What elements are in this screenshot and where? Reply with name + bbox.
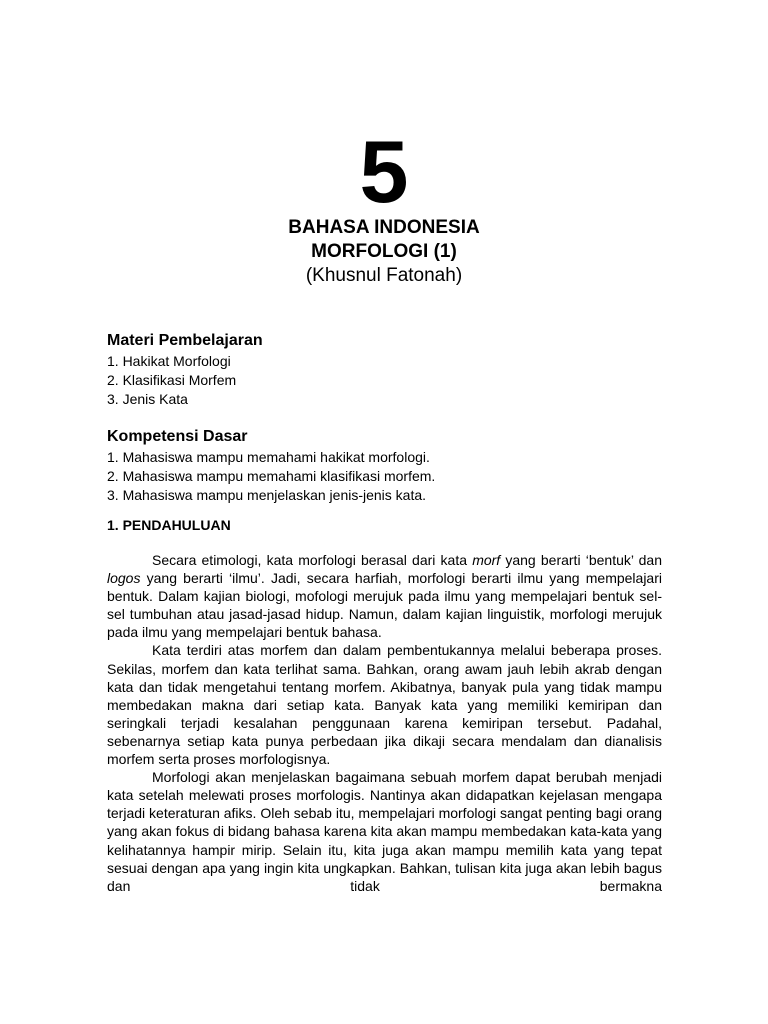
- materi-item: 3. Jenis Kata: [107, 391, 188, 407]
- materi-heading: Materi Pembelajaran: [107, 332, 263, 349]
- kompetensi-item: 2. Mahasiswa mampu memahami klasifikasi morfem.: [107, 468, 436, 484]
- materi-item: 2. Klasifikasi Morfem: [107, 372, 237, 388]
- chapter-author: (Khusnul Fatonah): [305, 265, 463, 286]
- paragraph-1-part3: yang berarti ‘ilmu’. Jadi, secara harfiah, morfologi berarti ilmu yang mempelajari bentuk. Dalam kajian biologi, mofologi merujuk pada ilmu yang mempelajari bentuk sel-sel tumbuhan atau jasad-jasad hidup. Namun, dalam kajian linguistik, morfologi merujuk pada ilmu yang mempelajari bentuk bahasa.: [107, 570, 662, 641]
- kompetensi-item: 1. Mahasiswa mampu memahami hakikat morfologi.: [107, 449, 430, 465]
- materi-section: [107, 330, 667, 409]
- materi-item: 1. Hakikat Morfologi: [107, 353, 231, 369]
- kompetensi-list: [107, 448, 667, 505]
- chapter-title-line1: BAHASA INDONESIA: [288, 217, 480, 238]
- materi-list: [107, 352, 667, 409]
- kompetensi-heading: Kompetensi Dasar: [107, 428, 248, 445]
- term-morf: morf: [472, 552, 501, 568]
- kompetensi-section: [107, 426, 667, 505]
- chapter-title-line2: MORFOLOGI (1): [311, 241, 457, 262]
- paragraph-1-part2: yang berarti ‘bentuk’ dan: [500, 552, 662, 568]
- chapter-number: 5: [359, 122, 409, 221]
- paragraph-3: Morfologi akan menjelaskan bagaimana sebuah morfem dapat berubah menjadi kata setelah melewati proses morfologis. Nantinya akan didapatkan kejelasan mengapa terjadi keteraturan afiks. Oleh sebab itu, mempelajari morfologi sangat penting bagi orang yang akan fokus di bidang bahasa karena kita akan mampu membedakan kata-kata yang kelihatannya hampir mirip. Selain itu, kita juga akan mampu memilih kata yang tepat sesuai dengan apa yang ingin kita ungkapkan. Bahkan, tulisan kita juga akan lebih bagus dan tidak bermakna: [107, 769, 662, 894]
- paragraph-1-part1: Secara etimologi, kata morfologi berasal dari kata: [152, 552, 473, 568]
- paragraph-1: [107, 551, 662, 641]
- pendahuluan-heading: 1. PENDAHULUAN: [107, 517, 231, 533]
- term-logos: logos: [107, 570, 141, 587]
- pendahuluan-body: [107, 551, 662, 895]
- chapter-title-block: [0, 216, 768, 288]
- paragraph-2: Kata terdiri atas morfem dan dalam pembentukannya melalui beberapa proses. Sekilas, morfem dan kata terlihat sama. Bahkan, orang awam jauh lebih akrab dengan kata dan tidak mengetahui tentang morfem. Akibatnya, banyak pula yang tidak mampu membedakan makna dari setiap kata. Banyak kata yang memiliki kemiripan dan seringkali terjadi kesalahan penggunaan karena kemiripan tersebut. Padahal, sebenarnya setiap kata punya perbedaan jika dikaji secara mendalam dan dianalisis morfem serta proses morfologisnya.: [107, 642, 662, 768]
- kompetensi-item: 3. Mahasiswa mampu menjelaskan jenis-jenis kata.: [107, 487, 427, 503]
